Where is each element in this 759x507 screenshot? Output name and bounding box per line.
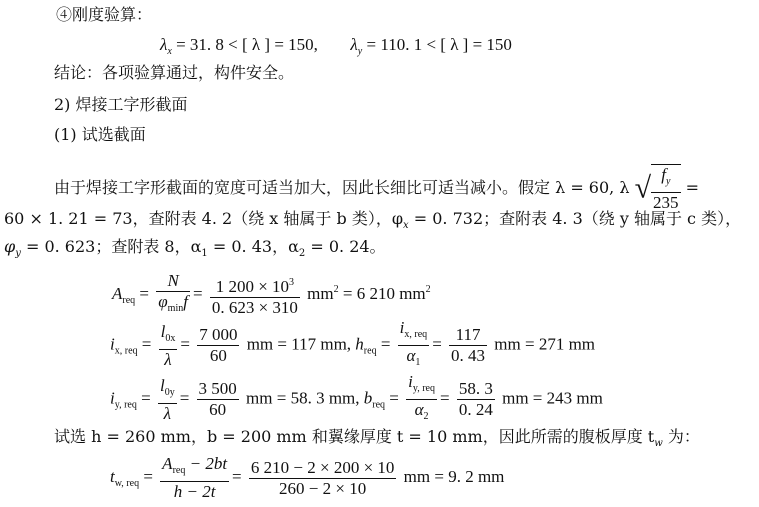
- subheading-welded-section: 2) 焊接工字形截面: [54, 95, 188, 114]
- paragraph-line-1: 由于焊接工字形截面的宽度可适当加大，因此长细比可适当减小。假定 λ = 60, λ √ $\frac{f_y}{235}$ =: [54, 165, 700, 212]
- section-heading-stiffness: ④刚度验算：: [56, 5, 153, 24]
- equation-ix-h: $i_{x, req}$ = $\frac{l_{0x}}{\lambda}$ = $\frac{7 000}{60}$ mm = 117 mm, $h_{req}$ = $\frac{i_{x, req}}{\alpha_1}$ = $\frac{117}{0. 43}$ mm = 271 mm: [110, 318, 596, 369]
- sqrt-fy-235: √ $\frac{f_y}{235}$: [634, 165, 679, 212]
- equation-iy-b: $i_{y, req}$ = $\frac{l_{0y}}{\lambda}$ = $\frac{3 500}{60}$ mm = 58. 3 mm, $b_{req}$ = $\frac{i_{y, req}}{\alpha_2}$ = $\frac{58. 3}{0. 24}$ mm = 243 mm: [110, 372, 603, 423]
- paragraph-line-3: $\varphi_y = 0$. 623；查附表 8，$\alpha_1 = 0$. 43，$\alpha_2 = 0$. 24。: [4, 237, 386, 259]
- paragraph-line-4: 试选 h = 260 mm，b = 200 mm 和翼缘厚度 t = 10 mm，因此所需的腹板厚度 $t_w$ 为：: [54, 427, 700, 449]
- paragraph-line-2: 60 × 1. 21 = 73，查附表 4. 2（绕 x 轴属于 b 类），$\varphi_x = 0$. 732；查附表 4. 3（绕 y 轴属于 c 类），: [4, 209, 742, 231]
- equation-area-required: $A_{req}$ = $\frac{N}{\varphi_{min}f}$ = $\frac{1 200 \times 10^3}{0. 623 \times 310}$ $mm^2 = 6$ 210 $mm^2$: [112, 271, 431, 317]
- subheading-trial-section: (1) 试选截面: [54, 125, 146, 144]
- slenderness-check: $\lambda_x = 31$. 8 < [ λ ] = 150, $\lambda_y = 110$. 1 < [ λ ] = 150: [160, 35, 512, 57]
- conclusion-text: 结论：各项验算通过，构件安全。: [54, 63, 295, 82]
- equation-web-thickness: $t_{w, req}$ = $\frac{A_{req} - 2bt}{h - 2t}$ = $\frac{6 210 - 2 \times 200 \times 10}{260 - 2 \times 10}$ mm = 9. 2 mm: [110, 454, 505, 502]
